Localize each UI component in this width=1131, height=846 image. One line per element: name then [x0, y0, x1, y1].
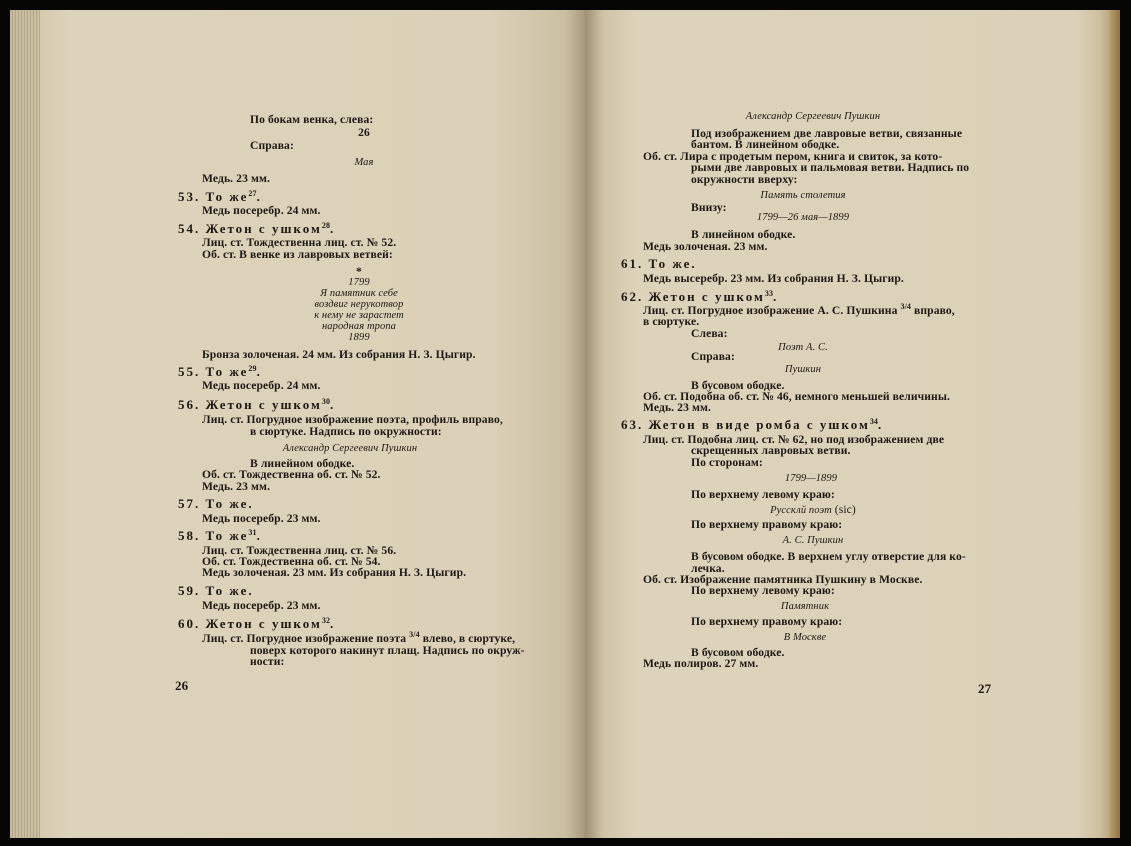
text-line: Медь посеребр. 23 мм. — [202, 512, 321, 525]
text-line: Слева: — [691, 327, 728, 340]
text-line: Бронза золоченая. 24 мм. Из собрания Н. З. Цыгир. — [202, 348, 476, 361]
entry-heading: 56. Жетон с ушком$^{30}$. — [178, 397, 336, 412]
italic-inscription: 1799—26 мая—1899 — [756, 212, 850, 223]
text-line: Лиц. ст. Подобна лиц. ст. № 62, но под изображением две — [643, 433, 945, 446]
text-line: Об. ст. Подобна об. ст. № 46, немного меньшей величины. — [643, 390, 950, 403]
italic-inscription: 1799—1899 — [784, 473, 838, 484]
text-line: Медь золоченая. 23 мм. Из собрания Н. З. Цыгир. — [202, 566, 467, 579]
entry-heading: 53. То $же^{27}$. — [178, 189, 262, 204]
entry-heading: 57. То же. — [178, 496, 254, 511]
text-line: Медь посеребр. 24 мм. — [202, 204, 321, 217]
text-line: скрещенных лавровых ветви. — [691, 444, 851, 457]
italic-inscription: Я памятник себе — [320, 288, 398, 299]
text-line: Медь. 23 мм. — [202, 172, 270, 185]
italic-inscription: к нему не зарастет — [314, 310, 404, 321]
text-line: в сюртуке. — [643, 315, 700, 328]
italic-inscription: Поэт А. С. — [778, 342, 828, 353]
text-line: Медь посеребр. 23 мм. — [202, 599, 321, 612]
text-line: По верхнему левому краю: — [691, 488, 835, 501]
italic-inscription: Память столетия — [760, 190, 846, 201]
italic-inscription: В Москве — [783, 632, 827, 643]
entry-heading: 61. То же. — [621, 256, 697, 271]
text-line: Медь высеребр. 23 мм. Из собрания Н. З. Цыгир. — [643, 272, 904, 285]
text-line: Медь. 23 мм. — [202, 480, 270, 493]
text-line: рыми две лавровых и пальмовая ветви. Надпись по — [691, 161, 970, 174]
text-line: В линейном ободке. — [250, 457, 355, 470]
text-line: лечка. — [691, 562, 725, 575]
text-line: По сторонам: — [691, 456, 763, 469]
text-line: Медь золоченая. 23 мм. — [643, 240, 768, 253]
entry-heading: 58. То $же^{31}$. — [178, 528, 262, 543]
text-line: По верхнему правому краю: — [691, 518, 843, 531]
page-number: 26 — [175, 678, 189, 693]
page-edge — [1110, 10, 1120, 838]
text-line: бантом. В линейном ободке. — [691, 138, 840, 151]
text-line: Справа: — [691, 350, 735, 363]
italic-inscription: 1799 — [348, 277, 370, 288]
entry-heading: 62. Жетон с ушком$^{33}$. — [621, 289, 779, 304]
text-line: Об. ст. Лира с продетым пером, книга и свиток, за кото- — [643, 150, 943, 163]
open-book — [10, 10, 1120, 838]
text-line: Медь. 23 мм. — [643, 401, 711, 414]
left-page — [10, 10, 585, 838]
italic-inscription: воздвиг нерукотвор — [314, 299, 404, 310]
text-line: Об. ст. Изображение памятника Пушкину в Москве. — [643, 573, 923, 586]
italic-inscription: Руссклй поэт (sic) — [770, 503, 856, 516]
text-line: Лиц. ст. Погрудное изображение поэта $^{3/4}$ влево, в сюртуке, — [202, 630, 516, 645]
italic-inscription: 1899 — [348, 332, 370, 343]
text-line: ности: — [250, 655, 285, 668]
entry-heading: 63. Жетон в виде ромба с ушком$^{34}$. — [621, 417, 884, 432]
italic-inscription: Мая — [354, 157, 374, 168]
text-line: Лиц. ст. Погрудное изображение поэта, профиль вправо, — [202, 413, 503, 426]
text-line: 26 — [358, 126, 370, 139]
italic-inscription: народная тропа — [321, 321, 397, 332]
text-line: В линейном ободке. — [691, 228, 796, 241]
text-line: По верхнему правому краю: — [691, 615, 843, 628]
text-line: Лиц. ст. Тождественна лиц. ст. № 52. — [202, 236, 397, 249]
text-line: Об. ст. Тождественна об. ст. № 54. — [202, 555, 381, 568]
italic-inscription: Александр Сергеевич Пушкин — [282, 443, 418, 454]
italic-inscription: А. С. Пушкин — [782, 535, 844, 546]
text-line: Под изображением две лавровые ветви, связанные — [691, 127, 963, 140]
right-page — [585, 10, 1120, 838]
text-line: Лиц. ст. Тождественна лиц. ст. № 56. — [202, 544, 397, 557]
text-line: Об. ст. В венке из лавровых ветвей: — [202, 248, 393, 261]
text-line: По бокам венка, слева: — [250, 113, 374, 126]
text-line: Внизу: — [691, 201, 727, 214]
text-line: В бусовом ободке. В верхнем углу отверстие для ко- — [691, 550, 966, 563]
text-line: поверх которого накинут плащ. Надпись по окруж- — [250, 644, 525, 657]
entry-heading: 55. То $же^{29}$. — [178, 364, 262, 379]
italic-inscription: Александр Сергеевич Пушкин — [745, 111, 881, 122]
text-line: В бусовом ободке. — [691, 646, 785, 659]
page-number: 27 — [978, 681, 992, 696]
entry-heading: 54. Жетон с ушком$^{28}$. — [178, 221, 336, 236]
italic-inscription: Пушкин — [784, 364, 822, 375]
asterisk: * — [356, 265, 362, 278]
text-line: окружности вверху: — [691, 173, 798, 186]
text-line: Справа: — [250, 139, 294, 152]
text-line: Об. ст. Тождественна об. ст. № 52. — [202, 468, 381, 481]
text-line: Медь полиров. 27 мм. — [643, 657, 759, 670]
text-line: Лиц. ст. Погрудное изображение А. С. Пушкина $^{3/4}$ вправо, — [643, 302, 955, 317]
entry-heading: 60. Жетон с ушком$^{32}$. — [178, 616, 336, 631]
entry-heading: 59. То же. — [178, 583, 254, 598]
text-line: в сюртуке. Надпись по окружности: — [250, 425, 442, 438]
text-line: По верхнему левому краю: — [691, 584, 835, 597]
page-edges — [10, 10, 40, 838]
italic-inscription: Памятник — [780, 601, 830, 612]
text-line: Медь посеребр. 24 мм. — [202, 379, 321, 392]
text-line: В бусовом ободке. — [691, 379, 785, 392]
